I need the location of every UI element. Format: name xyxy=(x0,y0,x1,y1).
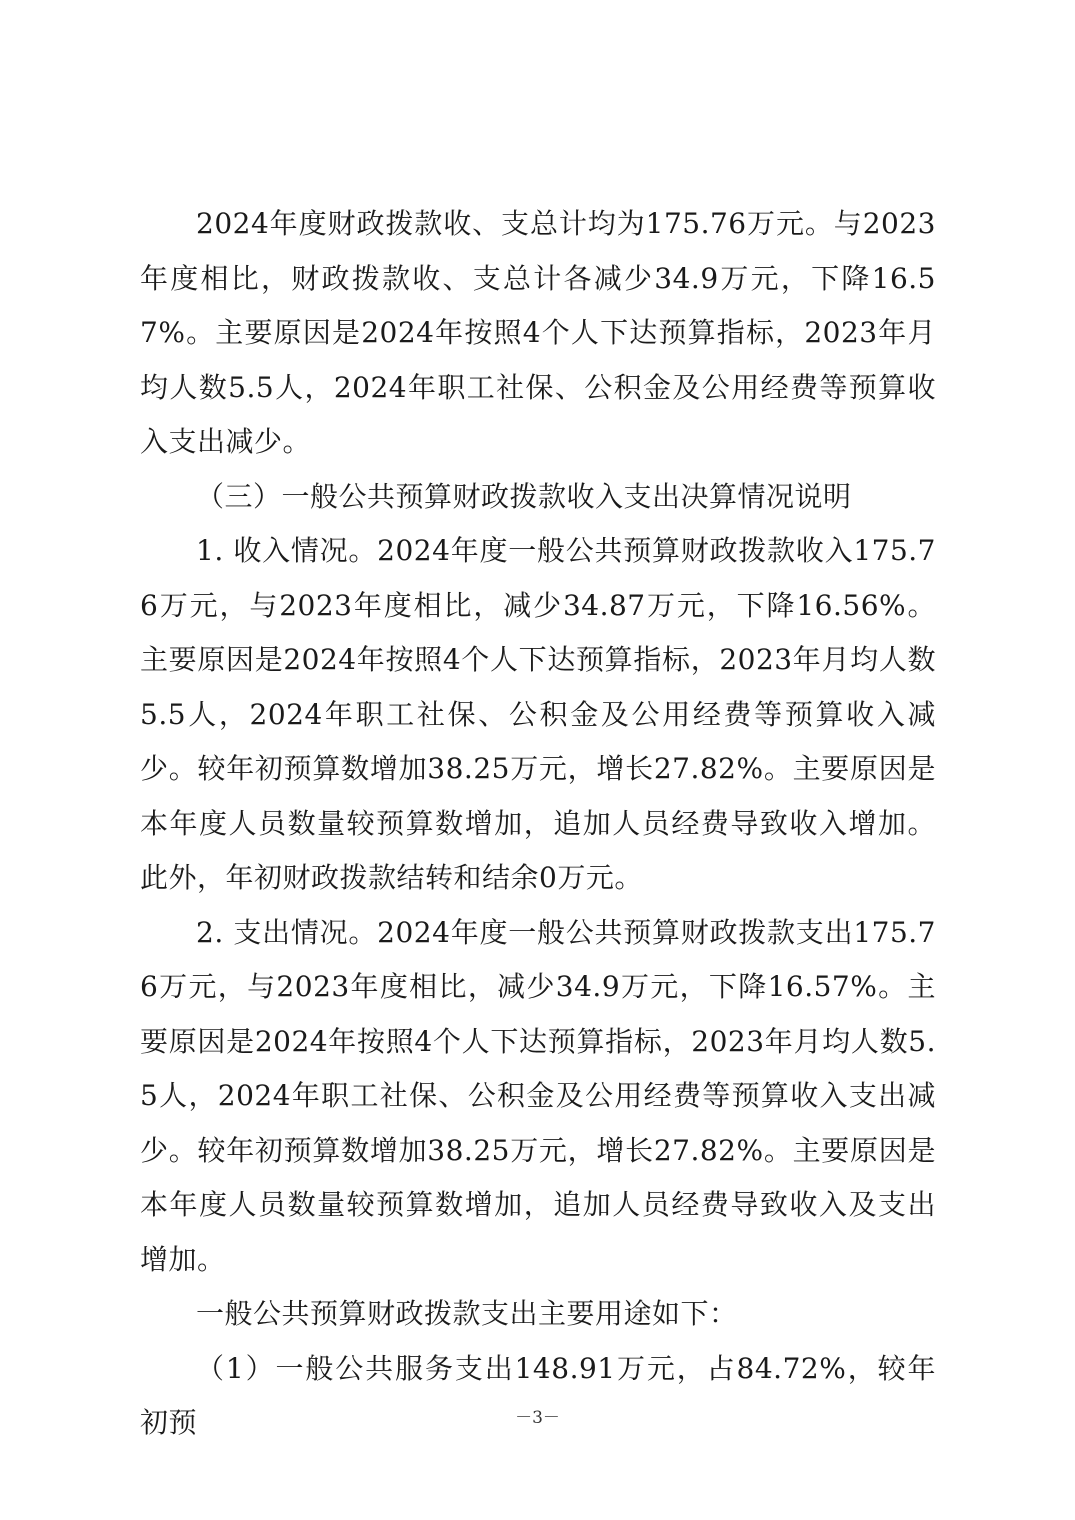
paragraph-uses-intro: 一般公共预算财政拨款支出主要用途如下： xyxy=(196,1297,738,1330)
paragraph-public-services: （1）一般公共服务支出148.91万元，占84.72%，较年初预 xyxy=(140,1351,936,1439)
page-number: －3－ xyxy=(515,1408,560,1428)
body-text xyxy=(140,197,936,1451)
paragraph-income: 1. 收入情况。2024年度一般公共预算财政拨款收入175.76万元，与2023年度相比，减少34.87万元，下降16.56%。主要原因是2024年按照4个人下达预算指标，2023年月均人数5.5人，2024年职工社保、公积金及公用经费等预算收入减少。较年初预算数增加38.25万元，增长27.82%。主要原因是本年度人员数量较预算数增加，追加人员经费导致收入增加。此外，年初财政拨款结转和结余0万元。 xyxy=(140,534,936,894)
paragraph-expenditure: 2. 支出情况。2024年度一般公共预算财政拨款支出175.76万元，与2023年度相比，减少34.9万元，下降16.57%。主要原因是2024年按照4个人下达预算指标，2023年月均人数5.5人，2024年职工社保、公积金及公用经费等预算收入支出减少。较年初预算数增加38.25万元，增长27.82%。主要原因是本年度人员数量较预算数增加，追加人员经费导致收入及支出增加。 xyxy=(140,915,936,1276)
section-heading: （三）一般公共预算财政拨款收入支出决算情况说明 xyxy=(196,479,852,513)
paragraph-fiscal-totals: 2024年度财政拨款收、支总计均为175.76万元。与2023年度相比，财政拨款收、支总计各减少34.9万元，下降16.57%。主要原因是2024年按照4个人下达预算指标，2023年月均人数5.5人，2024年职工社保、公积金及公用经费等预算收入支出减少。 xyxy=(140,207,936,458)
